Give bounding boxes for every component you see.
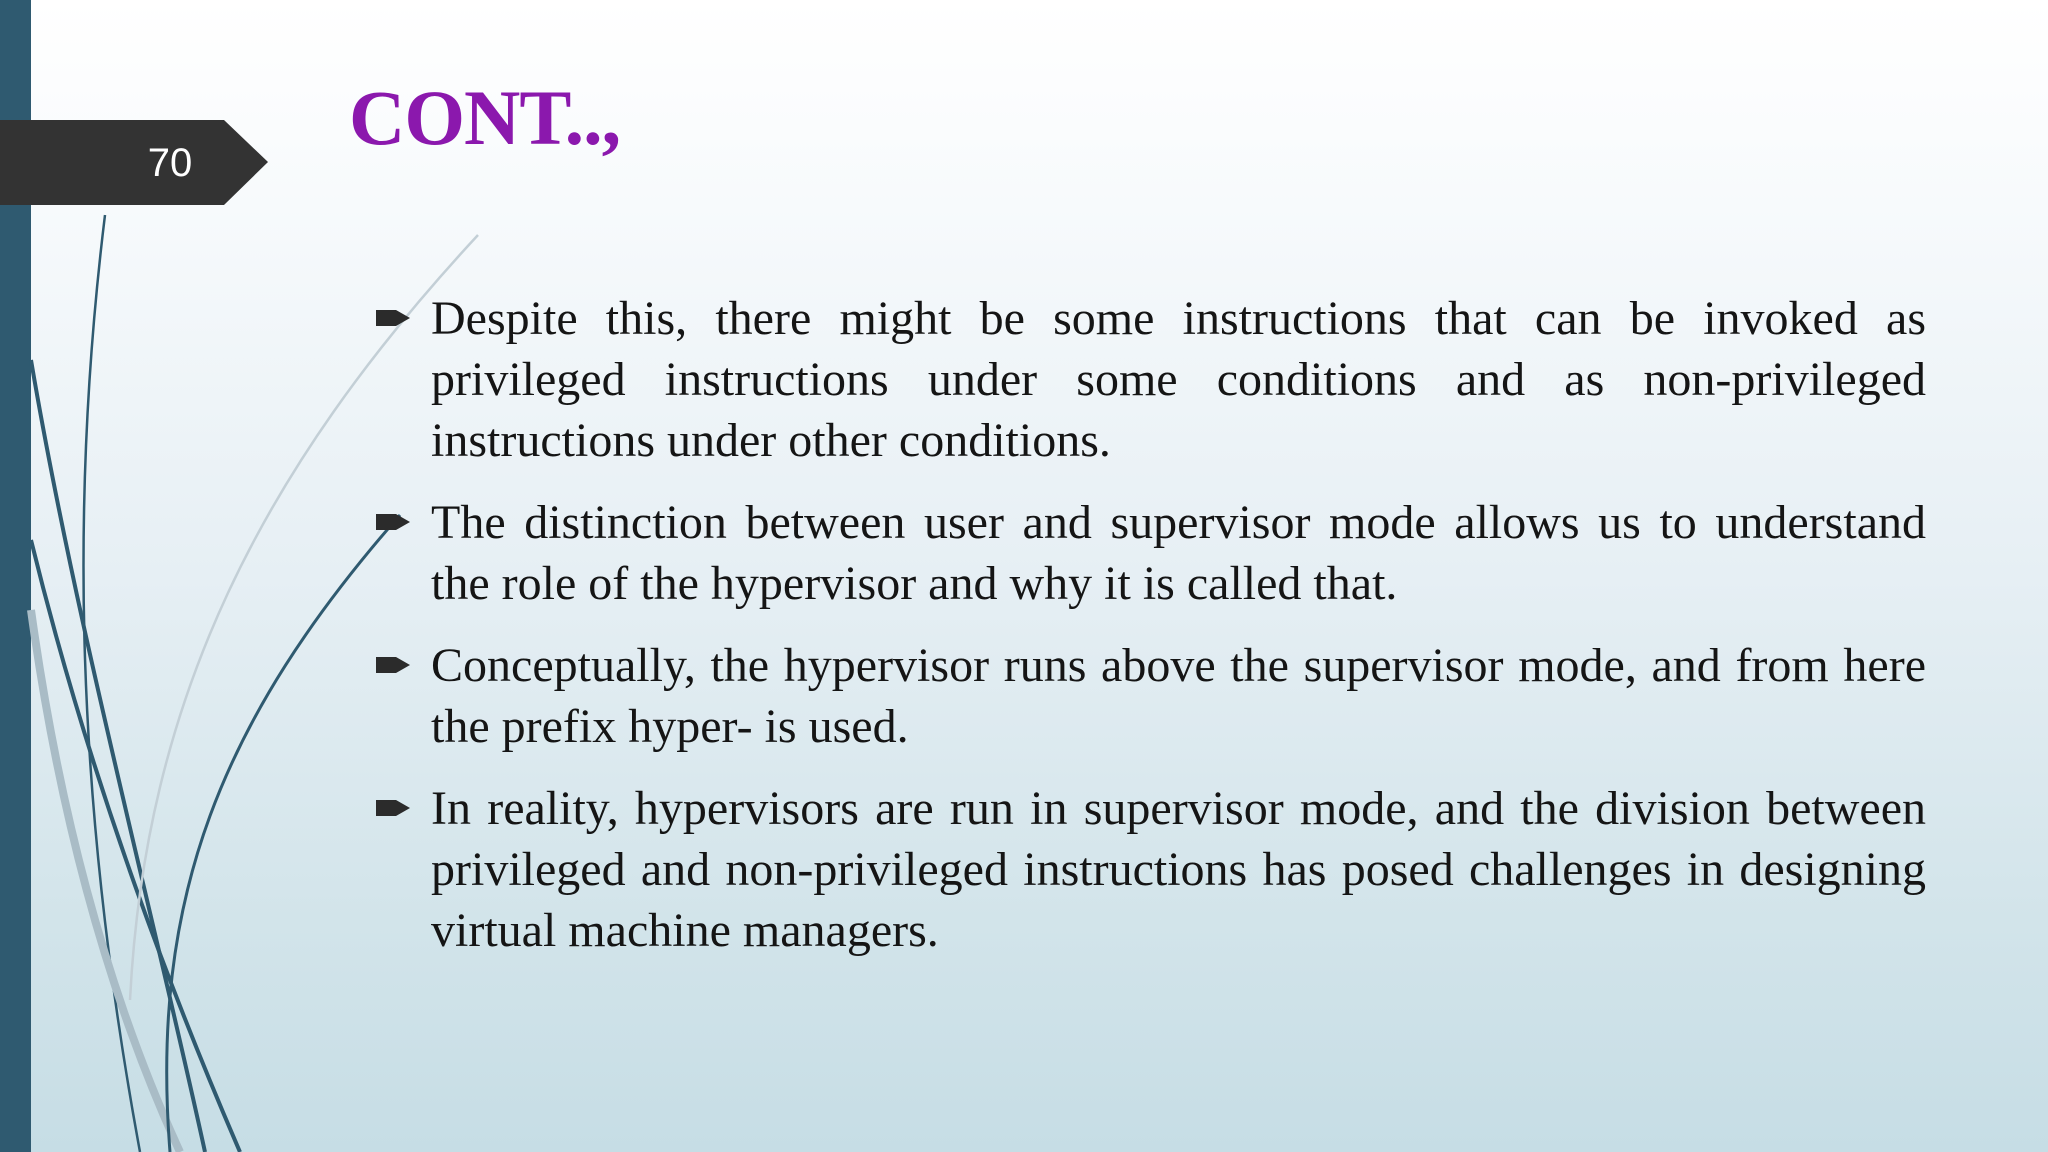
arrow-bullet-icon <box>374 794 414 822</box>
bullet-list <box>373 288 1926 982</box>
bullet-item <box>373 288 1926 471</box>
slide-title: CONT.., <box>349 74 621 161</box>
bullet-text: Despite this, there might be some instructions that can be invoked as privileged instructions under some conditions and as non-privileged instructions under other conditions. <box>431 292 1926 467</box>
arrow-bullet-icon <box>374 651 414 679</box>
arrow-bullet-icon <box>374 508 414 536</box>
bullet-item <box>373 635 1926 757</box>
bullet-text: In reality, hypervisors are run in supervisor mode, and the division between privileged and non-privileged instructions has posed challenges in designing virtual machine managers. <box>431 782 1926 957</box>
page-number: 70 <box>147 141 193 185</box>
arrow-bullet-icon <box>374 304 414 332</box>
bullet-text: Conceptually, the hypervisor runs above the supervisor mode, and from here the prefix hyper- is used. <box>431 639 1926 753</box>
bullet-item <box>373 778 1926 961</box>
bullet-item <box>373 492 1926 614</box>
bullet-text: The distinction between user and supervisor mode allows us to understand the role of the hypervisor and why it is called that. <box>431 496 1926 610</box>
